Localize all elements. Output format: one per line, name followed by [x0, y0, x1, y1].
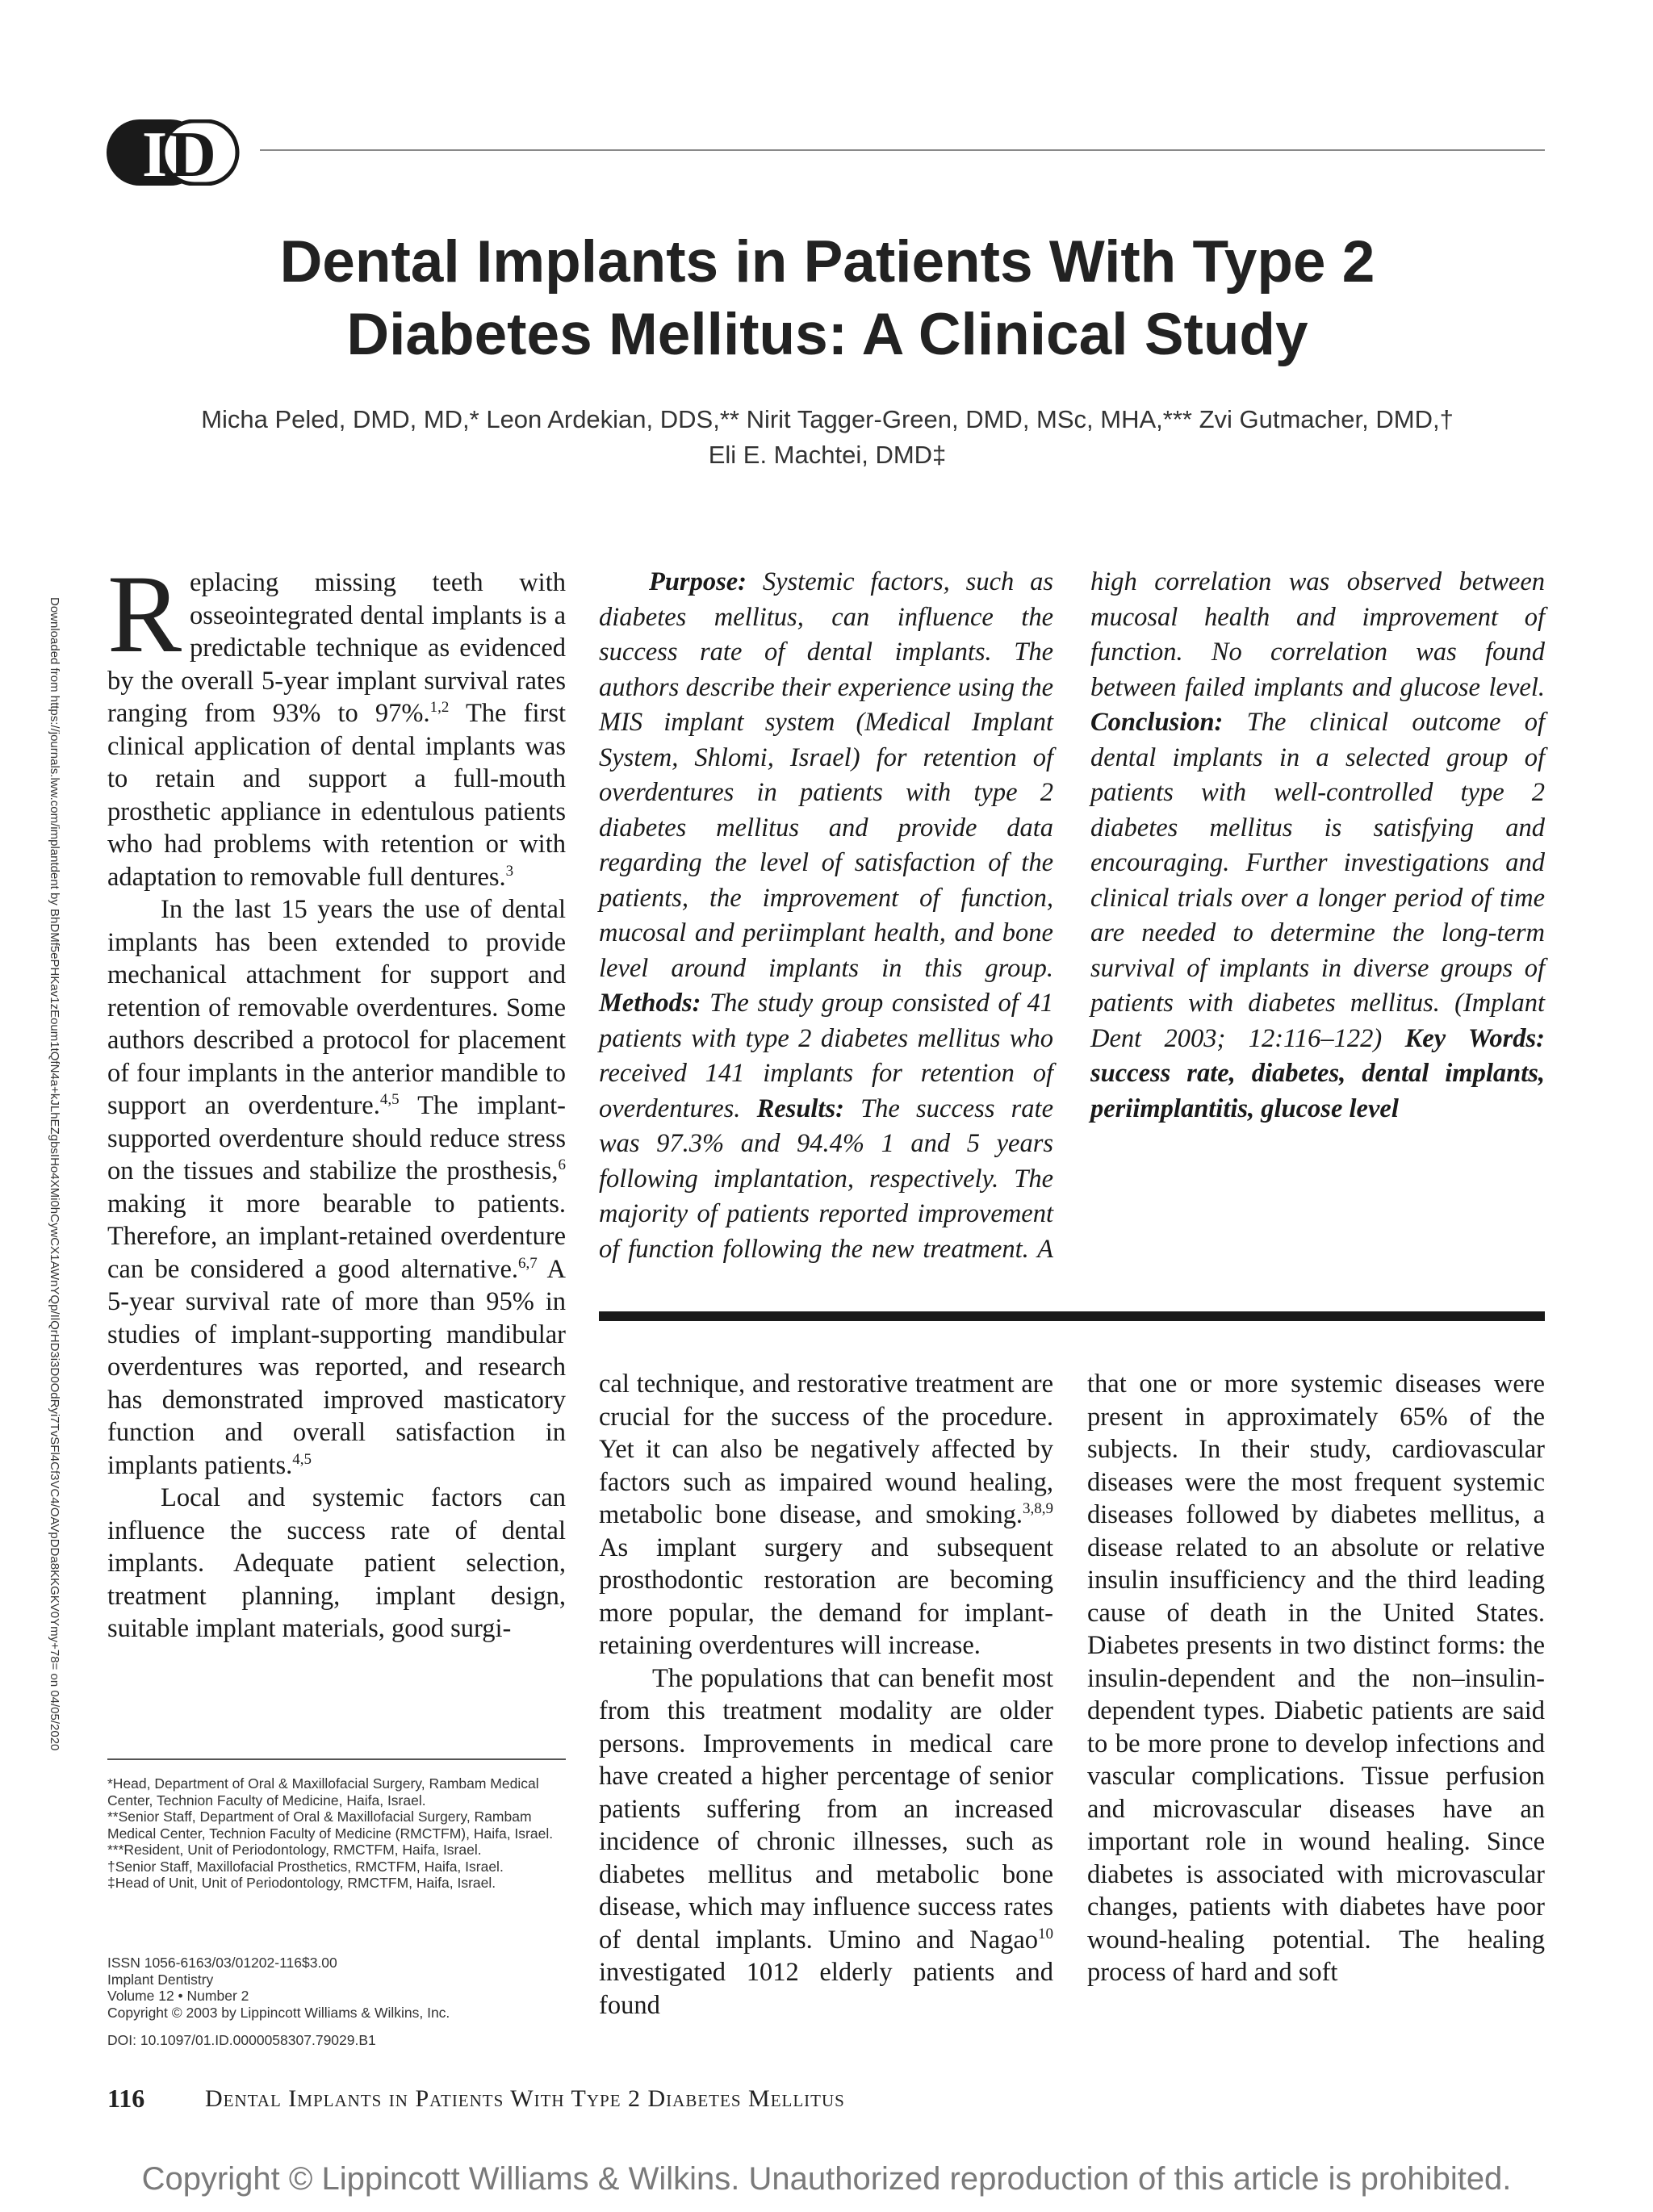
citation: 3,8,9	[1023, 1500, 1053, 1518]
paragraph	[599, 1368, 1053, 1662]
text: The clinical outcome of dental implants in a selected group of patients with well-controlled type 2 diabetes mellitus is satisfying and encouraging. Further investigations and clinical trials over a longer period of time are needed to determine the long-term survival of implants in diverse groups of patients with diabetes mellitus. (Implant Dent 2003; 12:116–122)	[1090, 708, 1545, 1053]
text: A 5-year survival rate of more than 95% in studies of implant-supporting mandibular overdentures was reported, and research has demonstrated improved masticatory function and overall satisfaction in implants patients.	[107, 1254, 566, 1480]
abstract-label: Results:	[756, 1093, 844, 1123]
header-rule	[260, 149, 1545, 151]
text: The success rate was 97.3% and 94.4% 1 and 5 years following implantation, respectively. The majority of patients reported improvement of function following the new treatment. A high correlation was observed between mucosal health and improvement of function. No correlation was found between failed implants and glucose level.	[599, 567, 1545, 1264]
authors-line: Micha Peled, DMD, MD,* Leon Ardekian, DDS,** Nirit Tagger-Green, DMD, MSc, MHA,*** Zvi Gutmacher, DMD,†	[201, 405, 1454, 433]
drop-cap: R	[107, 552, 182, 675]
body-column-1	[107, 552, 566, 1729]
copyright-notice: Copyright © Lippincott Williams & Wilkins. Unauthorized reproduction of this article is prohibited.	[141, 2161, 1512, 2197]
running-head: Dental Implants in Patients With Type 2 Diabetes Mellitus	[205, 2085, 845, 2112]
publisher-copyright: Copyright © 2003 by Lippincott Williams & Wilkins, Inc.	[107, 2004, 450, 2021]
citation: 10	[1038, 1925, 1053, 1942]
paragraph: Local and systemic factors can influence the success rate of dental implants. Adequate patient selection, treatment planning, implant design, suitable implant materials, good surgi-	[107, 1483, 566, 1643]
journal-name: Implant Dentistry	[107, 1971, 214, 1988]
download-note-text: Downloaded from https://journals.lww.com/implantdent by BhDMf5ePHKav1zEoum1tQfN4a+kJLhEZgbsIHo4XMi0hCywCX1AWnYQp/IlQrHD3i3D0OdRyi7TvSFl4Cf3VC4/OAVpDDa8KKGKV0Ymy+78= on 04/05/2020	[48, 597, 61, 1751]
article-title	[113, 226, 1542, 371]
citation: 4,5	[379, 1091, 400, 1109]
text: making it more bearable to patients. Therefore, an implant-retained overdenture can be considered a good alternative.	[107, 1189, 566, 1284]
citation: 3	[505, 862, 514, 880]
abstract-label: Purpose:	[649, 567, 747, 596]
title-line: Diabetes Mellitus: A Clinical Study	[346, 302, 1308, 367]
text: cal technique, and restorative treatment are crucial for the success of the procedure. Yet it can also be negatively affected by factors such as impaired wound healing, metabolic bone disease, and smoking.	[599, 1369, 1053, 1529]
logo-text: I	[142, 119, 168, 186]
text: Systemic factors, such as diabetes mellitus, can influence the success rate of dental implants. The authors describe their experience using the MIS implant system (Medical Implant System, Shlomi, Israel) for retention of overdentures in patients with type 2 diabetes mellitus and provide data regarding the level of satisfaction of the patients, the improvement of function, mucosal and periimplant health, and bone level around implants in this group.	[599, 567, 1053, 983]
footnote-rule	[107, 1758, 566, 1760]
paragraph	[107, 552, 566, 893]
text: In the last 15 years the use of dental implants has been extended to provide mechanical attachment for support and retention of removable overdentures. Some authors described a protocol for placement of four implants in the anterior mandible to support an overdenture.	[107, 895, 566, 1120]
footnote: ***Resident, Unit of Periodontology, RMCTFM, Haifa, Israel.	[107, 1842, 482, 1858]
abstract	[599, 565, 1545, 1275]
citation: 6,7	[518, 1254, 538, 1272]
journal-logo	[107, 119, 249, 186]
footnote: *Head, Department of Oral & Maxillofacial Surgery, Rambam Medical Center, Technion Faculty of Medicine, Haifa, Israel.	[107, 1775, 539, 1808]
text: The first clinical application of dental implants was to retain and support a full-mouth prosthetic appliance in edentulous patients who had problems with retention or with adaptation to removable full dentures.	[107, 699, 566, 892]
download-note	[36, 597, 68, 1751]
publication-info	[107, 1955, 592, 2049]
body-column-2	[599, 1368, 1053, 2062]
footnote: †Senior Staff, Maxillofacial Prosthetics, RMCTFM, Haifa, Israel.	[107, 1858, 504, 1875]
citation: 6	[558, 1156, 566, 1174]
svg-text:D: D	[169, 119, 216, 186]
keywords: success rate, diabetes, dental implants, periimplantitis, glucose level	[1090, 1059, 1545, 1123]
body-column-3	[1087, 1368, 1545, 2062]
volume-info: Volume 12 • Number 2	[107, 1988, 249, 2004]
text: The study group consisted of 41 patients with type 2 diabetes mellitus who received 141 implants for retention of overdentures.	[599, 989, 1053, 1123]
abstract-label: Conclusion:	[1090, 708, 1224, 737]
text: The implant-supported overdenture should reduce stress on the tissues and stabilize the prosthesis,	[107, 1091, 566, 1185]
footnote: ‡Head of Unit, Unit of Periodontology, RMCTFM, Haifa, Israel.	[107, 1875, 496, 1891]
title-line: Dental Implants in Patients With Type 2	[279, 229, 1375, 295]
abstract-label: Methods:	[599, 989, 701, 1018]
doi: DOI: 10.1097/01.ID.0000058307.79029.B1	[107, 2032, 376, 2048]
text: The populations that can benefit most from this treatment modality are older persons. Improvements in medical care have created a higher percentage of senior patients suffering from an increased incidence of chronic illnesses, such as diabetes mellitus and metabolic bone disease, which may influence success rates of dental implants. Umino and Nagao	[599, 1663, 1053, 1955]
abstract-rule	[599, 1311, 1545, 1321]
paragraph	[599, 1662, 1053, 2022]
citation: 1,2	[429, 699, 450, 717]
keywords-label: Key Words:	[1404, 1023, 1546, 1053]
citation: 4,5	[292, 1450, 312, 1468]
article-authors	[113, 402, 1542, 473]
footnote: **Senior Staff, Department of Oral & Maxillofacial Surgery, Rambam Medical Center, Technion Faculty of Medicine (RMCTFM), Haifa, Israel.	[107, 1808, 554, 1842]
abstract-text	[599, 565, 1545, 1275]
text: investigated 1012 elderly patients and found	[599, 1958, 1053, 2020]
issn: ISSN 1056-6163/03/01202-116$3.00	[107, 1955, 337, 1971]
text: As implant surgery and subsequent prosthodontic restoration are becoming more popular, the demand for implant-retaining overdentures will increase.	[599, 1533, 1053, 1660]
authors-line: Eli E. Machtei, DMD‡	[708, 441, 947, 469]
paragraph: that one or more systemic diseases were present in approximately 65% of the subjects. In their study, cardiovascular diseases were the most frequent systemic diseases followed by diabetes mellitus, a disease related to an absolute or relative insulin insufficiency and the third leading cause of death in the United States. Diabetes presents in two distinct forms: the insulin-dependent and the non–insulin-dependent types. Diabetic patients are said to be more prone to develop infections and vascular complications. Tissue perfusion and microvascular diseases have an important role in wound healing. Since diabetes is associated with microvascular changes, patients with diabetes have poor wound-healing potential. The healing process of hard and soft	[1087, 1369, 1545, 1987]
spacer	[107, 2021, 592, 2032]
page-number: 116	[107, 2084, 145, 2113]
footnotes	[107, 1775, 575, 1892]
paragraph	[107, 893, 566, 1482]
text: eplacing missing teeth with osseointegrated dental implants is a predictable technique as evidenced by the overall 5-year implant survival rates ranging from 93% to 97%.	[107, 568, 566, 728]
